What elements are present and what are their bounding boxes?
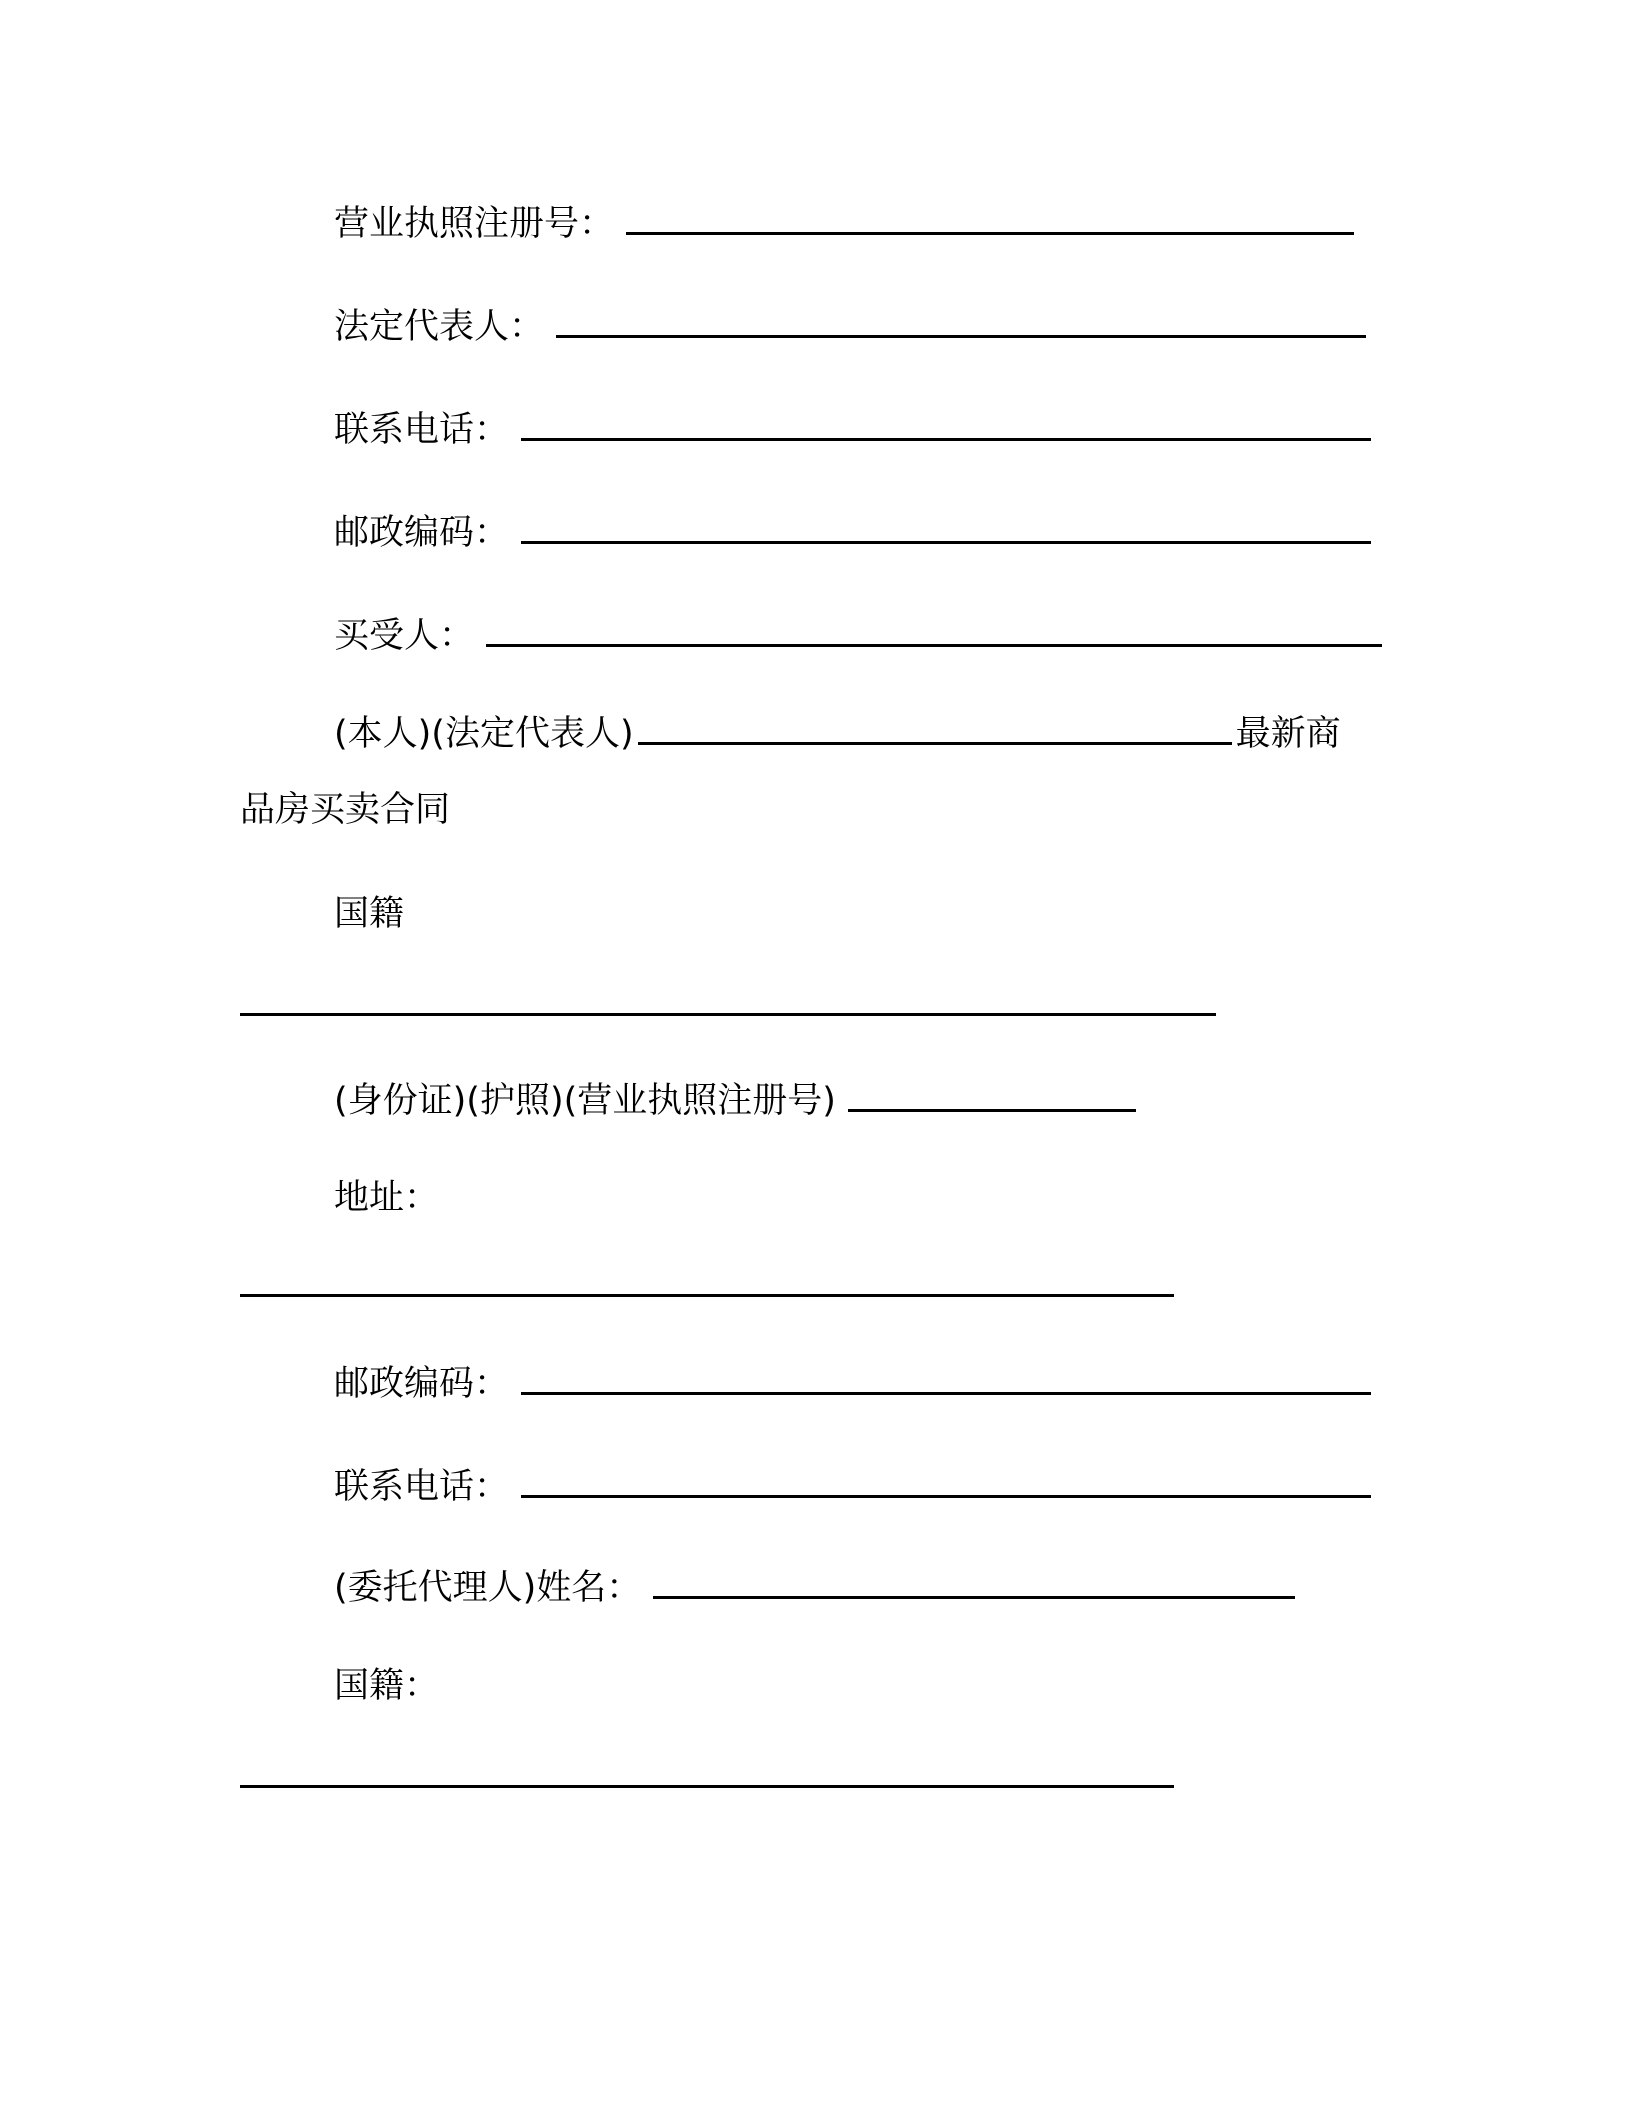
buyer-phone-label: 联系电话： (334, 1467, 510, 1507)
buyer-phone-row (334, 1465, 1371, 1509)
legal-representative-blank[interactable] (556, 309, 1366, 338)
agent-nationality-row (334, 1664, 439, 1708)
buyer-postal-code-blank[interactable] (521, 1366, 1371, 1395)
agent-name-row (334, 1566, 1295, 1610)
id-document-row (334, 1079, 1136, 1123)
agent-name-blank[interactable] (653, 1570, 1295, 1599)
buyer-identity-row (334, 712, 1341, 756)
business-license-row (334, 202, 1354, 246)
nationality-row (334, 892, 404, 936)
id-document-label: (身份证)(护照)(营业执照注册号) (334, 1081, 836, 1121)
nationality-blank[interactable] (240, 1013, 1216, 1016)
agent-nationality-blank[interactable] (240, 1785, 1174, 1788)
postal-code-blank[interactable] (521, 515, 1371, 544)
agent-name-label: (委托代理人)姓名： (334, 1568, 642, 1608)
document-title-part-2: 品房买卖合同 (240, 790, 451, 830)
legal-representative-label: 法定代表人： (334, 307, 545, 347)
agent-nationality-label: 国籍： (334, 1666, 440, 1706)
business-license-label: 营业执照注册号： (334, 204, 615, 244)
id-document-blank[interactable] (848, 1083, 1136, 1112)
buyer-label: 买受人： (334, 616, 475, 656)
legal-representative-row (334, 305, 1366, 349)
buyer-blank[interactable] (486, 618, 1382, 647)
phone-row (334, 408, 1371, 452)
postal-code-label: 邮政编码： (334, 513, 510, 553)
buyer-identity-label: (本人)(法定代表人) (334, 714, 634, 754)
buyer-phone-blank[interactable] (521, 1469, 1371, 1498)
phone-label: 联系电话： (334, 410, 510, 450)
buyer-row (334, 614, 1382, 658)
buyer-postal-code-label: 邮政编码： (334, 1364, 510, 1404)
postal-code-row (334, 511, 1371, 555)
phone-blank[interactable] (521, 412, 1371, 441)
buyer-postal-code-row (334, 1362, 1371, 1406)
document-title-part-1: 最新商 (1235, 714, 1341, 754)
document-title-part-2-row (240, 788, 450, 832)
business-license-blank[interactable] (626, 206, 1354, 235)
address-label: 地址： (334, 1178, 440, 1218)
nationality-label: 国籍 (334, 894, 405, 934)
address-blank[interactable] (240, 1294, 1174, 1297)
address-row (334, 1176, 439, 1220)
buyer-identity-blank[interactable] (638, 716, 1232, 745)
